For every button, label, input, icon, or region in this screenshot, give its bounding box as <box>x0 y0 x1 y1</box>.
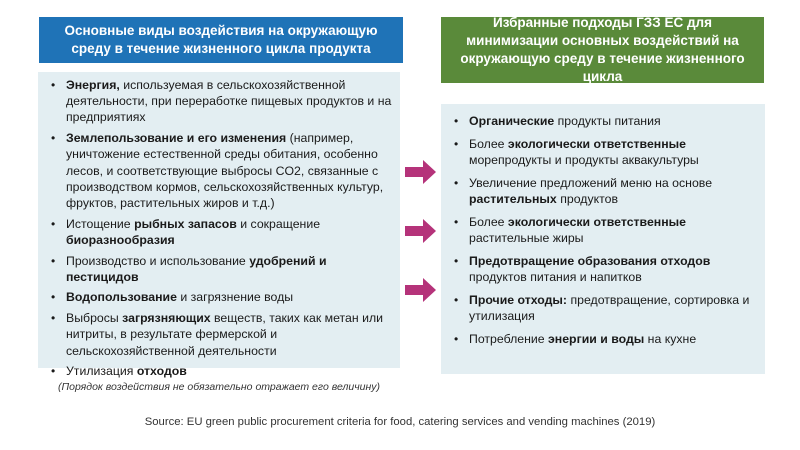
item-text: Выбросы <box>66 311 123 326</box>
emphasis-text: экологически ответственные <box>507 215 686 230</box>
approaches-panel <box>441 104 765 374</box>
emphasis-text: Предотвращение образования отходов <box>469 254 711 269</box>
emphasis-text: биоразнообразия <box>66 232 175 247</box>
item-text: Увеличение предложений меню на основе <box>469 175 713 190</box>
list-item <box>46 216 392 248</box>
right-header-text: Избранные подходы ГЗЗ ЕС для минимизации основных воздействий на окружающую среду в течение жизненного цикла <box>460 15 745 84</box>
emphasis-text: экологически ответственные <box>507 136 686 151</box>
list-item <box>449 331 757 347</box>
item-text: Более <box>469 215 508 230</box>
source-citation: Source: EU green public procurement criteria for food, catering services and vending machines (2019) <box>144 416 656 428</box>
arrow-right-icon <box>405 160 437 184</box>
list-item <box>449 292 757 324</box>
emphasis-text: Водопользование <box>66 290 177 305</box>
item-text: на кухне <box>644 332 697 347</box>
emphasis-text: растительных <box>469 192 557 207</box>
emphasis-text: Прочие отходы: <box>469 293 568 308</box>
list-item <box>449 175 757 207</box>
item-text: Производство и использование <box>66 253 250 268</box>
item-text: Утилизация <box>66 364 137 379</box>
emphasis-text: Органические <box>469 114 555 128</box>
emphasis-text: Землепользование и его изменения <box>66 131 287 146</box>
list-item <box>46 130 392 211</box>
emphasis-text: Энергия, <box>66 78 120 92</box>
item-text: Потребление <box>469 332 548 347</box>
item-text: продукты питания <box>554 114 661 128</box>
impacts-list <box>46 77 392 379</box>
list-item <box>449 136 757 168</box>
item-text: (например, уничтожение естественной среды обитания, особенно лесов, и соответствующие выбросы CO2, связанные с производством кормов, сельскохозяйственных культур, фруктов, растительных жиров и т.д.) <box>66 131 384 210</box>
item-text: и загрязнение воды <box>176 290 294 305</box>
item-text: продуктов питания и напитков <box>469 270 642 285</box>
item-text: используемая в сельскохозяйственной деятельности, при переработке пищевых продуктов и на предприятиях <box>66 78 392 125</box>
item-text: растительные жиры <box>469 231 584 246</box>
list-item <box>46 310 392 359</box>
list-item <box>449 214 757 246</box>
item-text: морепродукты и продукты аквакультуры <box>469 153 699 168</box>
left-header <box>39 17 403 63</box>
item-text: Более <box>469 136 508 151</box>
right-header <box>441 17 764 83</box>
emphasis-text: энергии и воды <box>548 332 645 347</box>
item-text: предотвращение, сортировка и утилизация <box>469 293 750 324</box>
list-item <box>46 77 392 126</box>
list-item <box>46 363 392 379</box>
emphasis-text: загрязняющих <box>122 311 211 326</box>
item-text: веществ, таких как метан или нитриты, в результате фермерской и сельскохозяйственной деятельности <box>66 311 383 358</box>
list-item <box>449 253 757 285</box>
item-text: продуктов <box>556 192 618 207</box>
list-item <box>449 113 757 129</box>
left-header-text: Основные виды воздействия на окружающую среду в течение жизненного цикла продукта <box>64 23 378 56</box>
impacts-panel <box>38 72 400 379</box>
emphasis-text: рыбных запасов <box>134 216 237 231</box>
emphasis-text: отходов <box>136 364 187 379</box>
list-item <box>46 289 392 305</box>
arrow-right-icon <box>405 278 437 302</box>
order-note: (Порядок воздействия не обязательно отражает его величину) <box>58 381 380 393</box>
item-text: Истощение <box>66 216 135 231</box>
item-text: и сокращение <box>236 216 321 231</box>
emphasis-text: удобрений и пестицидов <box>66 253 327 284</box>
list-item <box>46 253 392 285</box>
approaches-list <box>449 113 757 348</box>
arrow-right-icon <box>405 219 437 243</box>
